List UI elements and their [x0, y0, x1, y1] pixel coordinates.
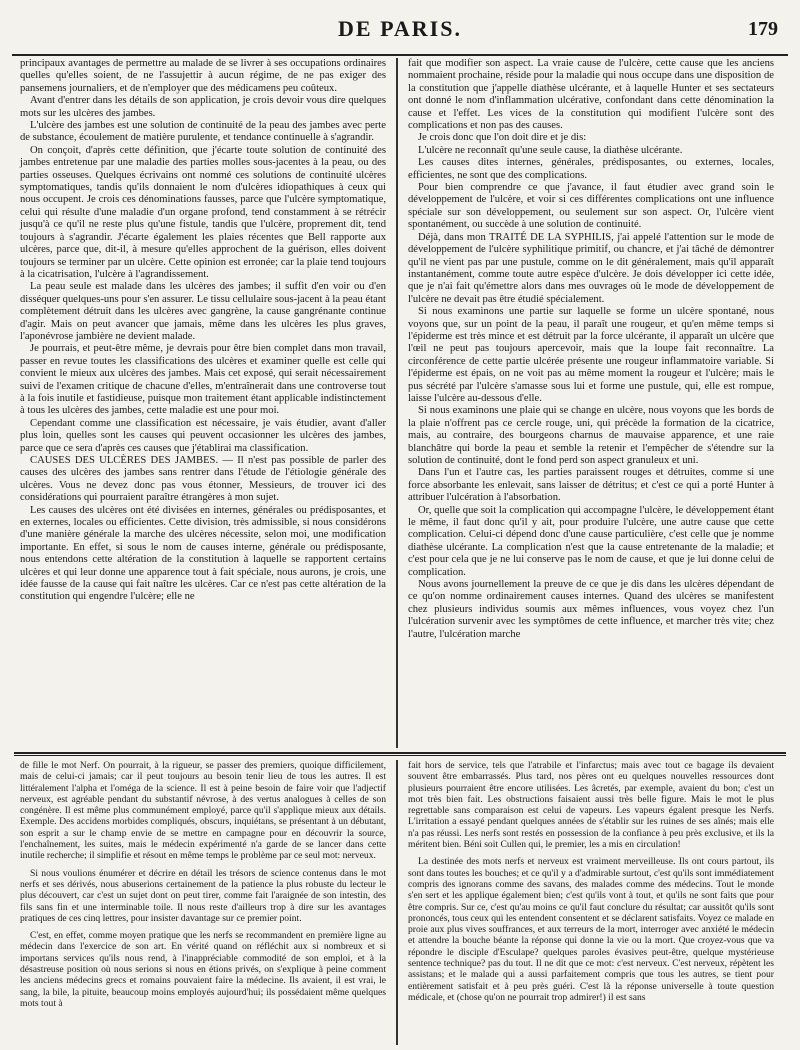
paragraph: Cependant comme une classification est nécessaire, je vais étudier, avant d'aller plus loin, quelles sont les causes qui peuvent occasionner les ulcères des jambes, parce que ce sera d'après ces causes que j'établirai ma classification. — [20, 417, 386, 454]
section-paragraph: CAUSES DES ULCÈRES DES JAMBES. — Il n'est pas possible de parler des causes des ulcères des jambes sans rentrer dans l'étude de l'étiologie générale des ulcères. Vous ne devez donc pas vous étonner, Messieurs, de trouver ici des considérations qui pourraient paraître étrangères à mon sujet. — [20, 455, 386, 504]
paragraph: C'est, en effet, comme moyen pratique que les nerfs se recommandent en première ligne au médecin dans l'exercice de son art. En vérité quand on réfléchit aux si nombreux et si importans services qu'ils nous rend, à l'inappréciable commodité de son emploi, et à la désastreuse position où nous serions si nous en étions privés, on s'explique à peine comment les anciens médecins grecs et romains pouvaient faire la médecine. Ils avaient, il est vrai, le sang, la bile, la pituite, beaucoup moins employés aujourd'hui; ils possédaient même quelques mots tout à — [20, 930, 386, 1009]
paragraph: Déjà, dans mon TRAITÉ DE LA SYPHILIS, j'ai appelé l'attention sur le mode de développement de l'ulcère syphilitique primitif, ou chancre, et j'ai tâché de démontrer qu'il ne vient pas par une pustule, comme on le dit généralement, mais qu'il apparaît instantanément, comme toute autre espèce d'ulcère. Je dois développer ici cette idée, que je n'ai fait qu'émettre alors dans mes ouvrages où le mode de développement de l'ulcère ne devait pas être étudié spécialement. — [408, 231, 774, 305]
paragraph: Les causes dites internes, générales, prédisposantes, ou externes, locales, efficientes, ne sont que des complications. — [408, 157, 774, 181]
feuilleton — [14, 760, 786, 1045]
feuilleton-rule-thin — [14, 755, 786, 756]
paragraph: Or, quelle que soit la complication qui accompagne l'ulcère, le développement étant le même, il faut donc qu'il y ait, pour produire l'ulcère, une autre cause que cette complication. Celui-ci dépend donc d'une cause particulière, c'est celle que je nomme diathèse ulcérante. La complication n'est que la cause entretenante de la maladie; et c'est pour cela que je ne lui conserve pas le nom de cause, et que je lui donne celui de complication. — [408, 504, 774, 578]
paragraph: Nous avons journellement la preuve de ce que je dis dans les ulcères dépendant de ce qu'on nomme ordinairement causes internes. Quand des ulcères se manifestent chez plusieurs individus soumis aux mêmes influences, vous voyez chez l'un l'ulcération survenir avec les symptômes de cette influence, et marcher très vite; chez l'autre, l'ulcération marche — [408, 579, 774, 640]
paragraph: La destinée des mots nerfs et nerveux est vraiment merveilleuse. Ils ont cours partout, ils sont dans toutes les bouches; et ce qu'il y a d'admirable surtout, c'est qu'ils sont immédiatement compris des ignorans comme des savans, des malades comme des médecins. Tout le monde s'en sert et les applique également bien; c'est qu'ils vont à tout, et qu'ils ne sont faits que pour être compris. Sur ce, c'est qu'au moins ce qu'il faut conclure du résultat; car aussitôt qu'ils sont prononcés, tous ceux qui les entendent consentent et se déclarent satisfaits. Voyez ce malade en proie aux plus vives souffrances, et aux terreurs de la mort, interroger avec anxiété le médecin et attendre la bouche béante la réponse qui donne la vie ou la mort. Que croyez-vous que va répondre le disciple d'Esculape? quelques paroles évasives peut-être, quelque mystérieuse sentence technique? pas du tout. Il ne dit que ce mot: c'est nerveux. C'est nerveux, répètent les assistans; et le malade qui a aussi parfaitement compris que tous les autres, se tient pour entièrement satisfait et à peu près guéri. C'est là la réponse universelle à toute question médicale, et (chose qu'on ne pourrait trop admirer!) il est sans — [408, 856, 774, 1003]
feuilleton-rule — [14, 752, 786, 754]
page-header — [12, 6, 788, 56]
running-head: DE PARIS. — [338, 16, 462, 41]
paragraph: fait que modifier son aspect. La vraie cause de l'ulcère, cette cause que les anciens nommaient prochaine, réside pour la maladie qui nous occupe dans une disposition de la constitution que j'appelle diathèse ulcérante, et à laquelle Hunter et ses sectateurs ont donné le nom d'inflammation ulcérative, confondant dans cette dénomination la cause et l'effet. Les vices de la constitution qui modifient l'ulcère sont des complications et non pas des causes. — [408, 58, 774, 132]
page-number: 179 — [748, 18, 778, 40]
main-article — [14, 58, 786, 748]
paragraph: L'ulcère ne reconnaît qu'une seule cause, la diathèse ulcérante. — [418, 144, 683, 156]
paragraph: Je pourrais, et peut-être même, je devrais pour être bien complet dans mon travail, passer en revue toutes les classifications des ulcères et examiner quelle est celle qui convient le mieux aux ulcères des jambes. Mais cet exposé, qui serait nécessairement suivi de l'examen critique de chacune d'elles, m'entraînerait dans une controverse tout à la fois inutile et fastidieuse, puisque mon traitement étant applicable indistinctement à tous les ulcères des jambes, cette maladie est une pour moi. — [20, 343, 386, 417]
paragraph: Si nous examinons une plaie qui se change en ulcère, nous voyons que les bords de la plaie n'offrent pas ce cercle rouge, uni, qui précède la formation de la cicatrice, mais, au contraire, des bourgeons charnus de mauvaise apparence, et une raie blanchâtre qui borde la peau et semble la retenir et l'empêcher de s'étendre sur la solution de continuité, dont le fond perd son aspect granuleux et uni. — [408, 405, 774, 466]
paragraph: La peau seule est malade dans les ulcères des jambes; il suffit d'en voir ou d'en disséquer quelques-uns pour s'en assurer. Le tissu cellulaire sous-jacent à la peau étant complètement détruit dans les ulcères avec gangrène, la cause gangrénante continue d'agir. Mais on peut avancer que jamais, même dans les ulcères les plus graves, l'aponévrose jambière ne devient malade. — [20, 281, 386, 342]
paragraph: Si nous voulions énumérer et décrire en détail les trésors de science contenus dans le mot nerfs et ses dérivés, nous abuserions certainement de la patience la plus robuste du lecteur le plus découvert, car c'est un sujet dont on peut tirer, comme fait l'araignée de son intestin, des fils sans fin et une interminable toile. Il nous reste d'ailleurs trop à dire sur les avantages pratiques de ces cinq lettres, pour insister davantage sur ce premier point. — [20, 867, 386, 924]
column-rule — [396, 760, 398, 1045]
feuilleton-right-column — [402, 760, 780, 1045]
main-left-column — [14, 58, 392, 748]
main-right-column — [402, 58, 780, 748]
paragraph: principaux avantages de permettre au malade de se livrer à ses occupations ordinaires quelles qu'elles soient, de ne l'assujettir à aucun régime, de ne pas exiger des pansemens journaliers, et de n'employer que des médicamens peu coûteux. — [20, 58, 386, 94]
column-rule — [396, 58, 398, 748]
header-rule — [12, 54, 788, 56]
paragraph: Si nous examinons une partie sur laquelle se forme un ulcère spontané, nous voyons que, sur un point de la peau, il paraît une rougeur, et qu'en même temps si l'épiderme est très mince et est détruit par la force ulcérante, il apparaît un ulcère que l'œil ne peut pas toujours apercevoir, mais que la loupe fait reconnaître. La circonférence de cette partie ulcérée présente une rougeur inflammatoire variable. Si l'épiderme est épais, on ne voit pas au même moment la rougeur et l'ulcère; mais le pus sécrété par l'ulcère s'amasse sous lui et forme une pustule, qui, elle est rompue, laisse l'ulcère au-dessous d'elle. — [408, 306, 774, 404]
paragraph: Pour bien comprendre ce que j'avance, il faut étudier avec grand soin le développement de l'ulcère, et voir si ces différentes complications ont une influence spéciale sur son développement, ou seulement sur son aspect. Or, l'ulcère vient spontanément, ou succède à une solution de continuité. — [408, 182, 774, 231]
paragraph: Les causes des ulcères ont été divisées en internes, générales ou prédisposantes, et en externes, locales ou efficientes. Cette division, très admissible, si nous considérons d'une manière générale la marche des ulcères nécessite, selon moi, une modification importante. En effet, si sous le nom de causes interne, générale ou prédisposante, nous entendons cette altération de la constitution à laquelle se rapportent certains ulcères et qui leur donne une apparence tout à fait spéciale, nous aurons, je crois, une idée fausse de la cause qui fait naître les ulcères. Car ce n'est pas cette altération de la constitution qui engendre l'ulcère; elle ne — [20, 504, 386, 603]
paragraph: L'ulcère des jambes est une solution de continuité de la peau des jambes avec perte de substance, écoulement de matière purulente, et tendance continuelle à s'agrandir. — [20, 120, 386, 144]
feuilleton-left-column — [14, 760, 392, 1045]
paragraph: de fille le mot Nerf. On pourrait, à la rigueur, se passer des premiers, quoique difficilement, mais de celui-ci jamais; car il peut toujours au besoin tenir lieu de tous les autres. Il est littéralement l'alpha et l'oméga de la science. Il est à peine besoin de faire voir que l'adjectif nerveux, est agréable pendant du substantif névrose, à des vertus analogues à celles de son congénère. Il est même plus communément employé, parce qu'il s'applique mieux aux détails. Exemple. Des accidens morbides compliqués, obscurs, inquiétans, se présentant à un débutant, son esprit a sur le champ envie de se mettre en campagne pour en découvrir la source, l'enchaînement, les suites, mais le médecin expérimenté n'a garde de se lancer dans cette inutile recherche; il simplifie et résout en même temps le problème par ce seul mot: nerveux. — [20, 760, 386, 862]
paragraph: fait hors de service, tels que l'atrabile et l'infarctus; mais avec tout ce bagage ils devaient souvent être embarrassés. Plus tard, nos pères ont eu quelques nouvelles ressources dont plusieurs pourraient être encore utilisées. Les âcretés, par exemple, avaient du bon; c'est un mot très bien fait. Les obstructions faisaient aussi très belle figure. Mais le mot le plus regrettable sans comparaison est celui de vapeurs. Les vapeurs égalent presque les Nerfs. L'irritation a essayé pendant quelques années de s'établir sur les ruines de ses aînés; mais elle n'a pas réussi. Les nerfs sont restés en possession de la confiance à peu près exclusive, et ils la méritent bien. Béni soit Cullen qui, le premier, les a mis en circulation! — [408, 760, 774, 851]
paragraph: On conçoit, d'après cette définition, que j'écarte toute solution de continuité des jambes entretenue par une maladie des parties molles sous-jacentes à la peau, ou des parties osseuses. Quelques écrivains ont nommé ces solutions de continuité ulcères symptomatiques, tandis qu'ils donnaient le nom d'ulcères idiopathiques à ceux qui nous occupent. Je crois ces dénominations fausses, parce que l'ulcère symptomatique, celui qui résulte d'une maladie d'un organe profond, tend constamment à se rétrécir jusqu'à ce qu'il ne reste plus qu'une fistule, tandis que l'ulcère, proprement dit, tend toujours à s'agrandir. J'écarte également les plaies récentes que Bell rapporte aux ulcères, parce que, dit-il, à mesure qu'elles approchent de la guérison, elles doivent toujours se terminer par un ulcère. Cette opinion est erronée; car la plaie tend toujours à la cicatrisation, l'ulcère à l'agrandissement. — [20, 144, 386, 280]
paragraph: Dans l'un et l'autre cas, les parties paraissent rouges et détruites, comme si une force absorbante les enlevait, sans laisser de détritus; et c'est ce qui a porté Hunter à attribuer l'ulcération à l'absorbation. — [408, 467, 774, 504]
paragraph: Avant d'entrer dans les détails de son application, je crois devoir vous dire quelques mots sur les ulcères des jambes. — [20, 95, 386, 119]
paragraph: Je crois donc que l'on doit dire et je dis: — [418, 132, 587, 144]
